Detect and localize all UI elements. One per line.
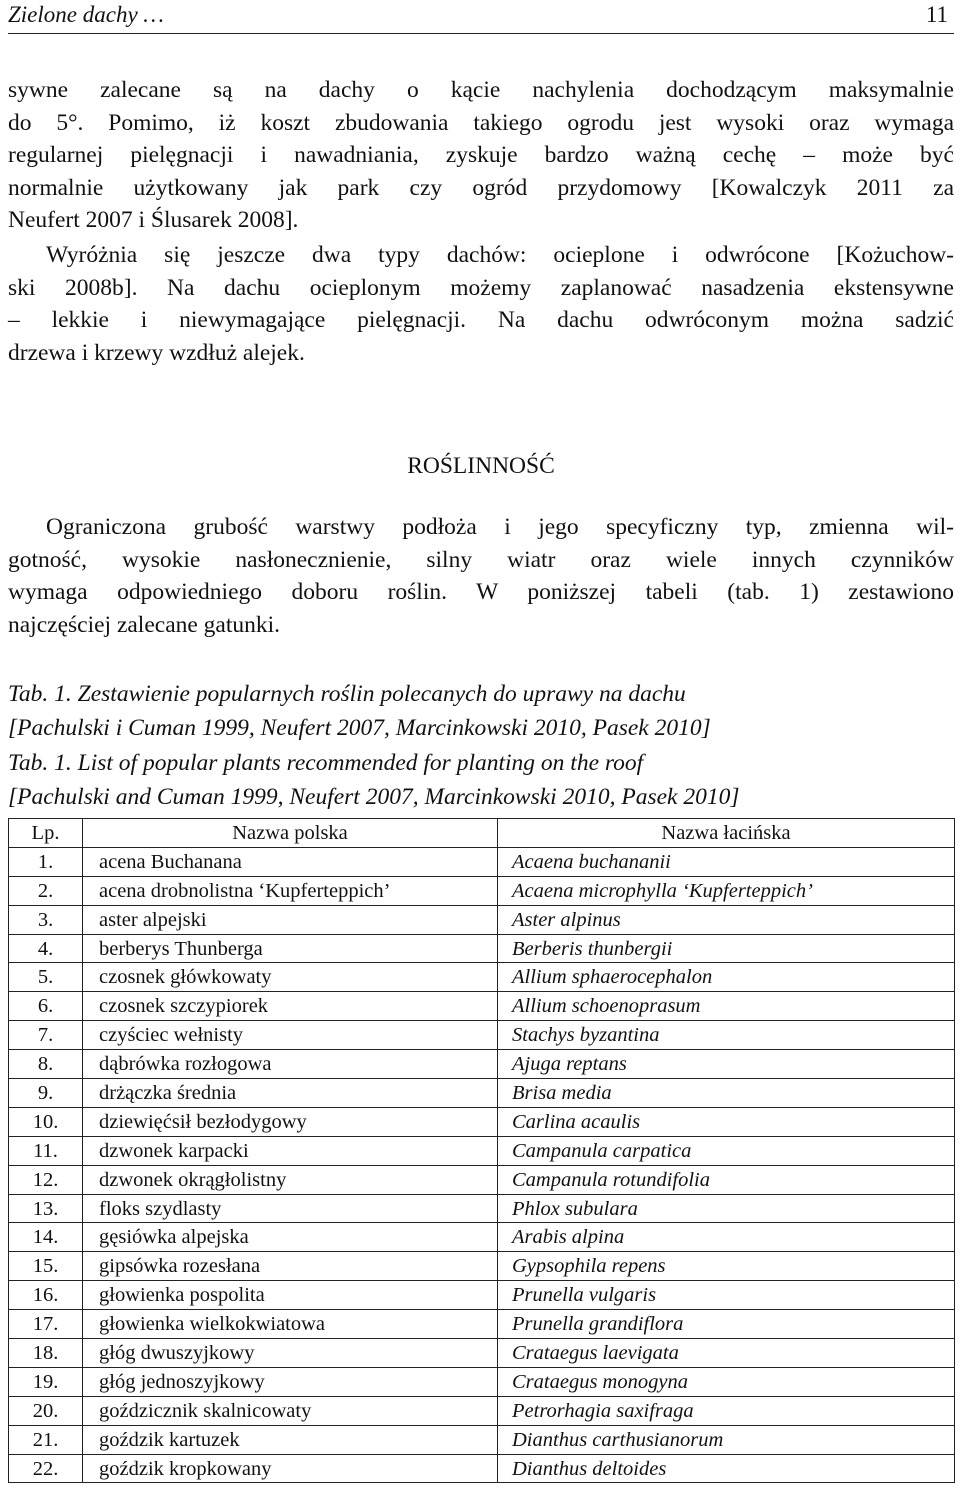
text-line: normalnie użytkowany jak park czy ogród przydomowy [Kowalczyk 2011 za [8,174,954,201]
table-row [9,1281,955,1310]
text-line: wymaga odpowiedniego doboru roślin. W poniższej tabeli (tab. 1) zestawiono [8,579,954,605]
caption-line-english-sources: [Pachulski and Cuman 1999, Neufert 2007, Marcinkowski 2010, Pasek 2010] [8,783,740,810]
table-row [9,1050,955,1079]
table-row [9,1165,955,1194]
polish-name: gipsówka rozesłana [83,1252,498,1281]
row-number: 13. [9,1194,83,1223]
paragraph-vegetation [8,511,954,641]
polish-name: goździcznik skalnicowaty [83,1396,498,1425]
text-line: gotność, wysokie nasłonecznienie, silny wiatr oraz wiele innych czynników [8,546,954,573]
latin-name: Dianthus carthusianorum [498,1425,955,1454]
latin-name: Campanula carpatica [498,1136,955,1165]
polish-name: głóg dwuszyjkowy [83,1339,498,1368]
row-number: 8. [9,1050,83,1079]
text-line: Wyróżnia się jeszcze dwa typy dachów: ocieplone i odwrócone [Kożuchow- [46,242,954,268]
row-number: 16. [9,1281,83,1310]
table-row [9,847,955,876]
text-line: – lekkie i niewymagające pielęgnacji. Na dachu odwróconym można sadzić [8,307,954,333]
column-header-polish-name: Nazwa polska [83,819,498,848]
section-heading: ROŚLINNOŚĆ [407,453,555,479]
latin-name: Prunella vulgaris [498,1281,955,1310]
table-row [9,1367,955,1396]
row-number: 2. [9,876,83,905]
table-row [9,1021,955,1050]
polish-name: dzwonek okrągłolistny [83,1165,498,1194]
polish-name: aster alpejski [83,905,498,934]
row-number: 5. [9,963,83,992]
row-number: 15. [9,1252,83,1281]
row-number: 1. [9,847,83,876]
table-row [9,1136,955,1165]
row-number: 11. [9,1136,83,1165]
row-number: 3. [9,905,83,934]
latin-name: Allium schoenoprasum [498,992,955,1021]
row-number: 4. [9,934,83,963]
latin-name: Aster alpinus [498,905,955,934]
polish-name: czyściec wełnisty [83,1021,498,1050]
polish-name: goździk kartuzek [83,1425,498,1454]
latin-name: Crataegus monogyna [498,1367,955,1396]
running-header [8,0,954,34]
polish-name: głowienka pospolita [83,1281,498,1310]
latin-name: Stachys byzantina [498,1021,955,1050]
latin-name: Acaena microphylla ‘Kupferteppich’ [498,876,955,905]
polish-name: głóg jednoszyjkowy [83,1367,498,1396]
table-row [9,963,955,992]
polish-name: dzwonek karpacki [83,1136,498,1165]
row-number: 21. [9,1425,83,1454]
text-line: sywne zalecane są na dachy o kącie nachylenia dochodzącym maksymalnie [8,77,954,103]
table-row [9,1454,955,1483]
row-number: 22. [9,1454,83,1483]
latin-name: Gypsophila repens [498,1252,955,1281]
table-row [9,1107,955,1136]
latin-name: Dianthus deltoides [498,1454,955,1483]
table-row [9,905,955,934]
polish-name: głowienka wielkokwiatowa [83,1310,498,1339]
row-number: 10. [9,1107,83,1136]
row-number: 14. [9,1223,83,1252]
table-caption [8,677,954,814]
latin-name: Berberis thunbergii [498,934,955,963]
table-row [9,1194,955,1223]
polish-name: gęsiówka alpejska [83,1223,498,1252]
table-row [9,1339,955,1368]
table-row [9,1079,955,1108]
polish-name: floks szydlasty [83,1194,498,1223]
polish-name: berberys Thunberga [83,934,498,963]
caption-line-english: Tab. 1. List of popular plants recommended for planting on the roof [8,749,644,776]
caption-line-polish-sources: [Pachulski i Cuman 1999, Neufert 2007, Marcinkowski 2010, Pasek 2010] [8,715,711,742]
row-number: 19. [9,1367,83,1396]
polish-name: goździk kropkowany [83,1454,498,1483]
latin-name: Phlox subulara [498,1194,955,1223]
paragraph-roof-types [8,239,954,369]
row-number: 9. [9,1079,83,1108]
latin-name: Acaena buchananii [498,847,955,876]
latin-name: Carlina acaulis [498,1107,955,1136]
text-line: Ograniczona grubość warstwy podłoża i jego specyficzny typ, zmienna wil- [46,514,954,540]
polish-name: czosnek szczypiorek [83,992,498,1021]
latin-name: Ajuga reptans [498,1050,955,1079]
row-number: 18. [9,1339,83,1368]
latin-name: Brisa media [498,1079,955,1108]
polish-name: drżączka średnia [83,1079,498,1108]
text-line: Neufert 2007 i Ślusarek 2008]. [8,207,299,233]
column-header-lp: Lp. [9,819,83,848]
latin-name: Petrorhagia saxifraga [498,1396,955,1425]
latin-name: Allium sphaerocephalon [498,963,955,992]
table-row [9,1310,955,1339]
polish-name: czosnek główkowaty [83,963,498,992]
table-row [9,1223,955,1252]
text-line: ski 2008b]. Na dachu ocieplonym możemy zaplanować nasadzenia ekstensywne [8,274,954,301]
latin-name: Arabis alpina [498,1223,955,1252]
polish-name: acena Buchanana [83,847,498,876]
text-line: najczęściej zalecane gatunki. [8,611,281,638]
table-row [9,992,955,1021]
row-number: 7. [9,1021,83,1050]
row-number: 17. [9,1310,83,1339]
table-body [9,847,955,1483]
table-row [9,1252,955,1281]
running-title: Zielone dachy … [8,2,164,27]
table-row [9,1396,955,1425]
row-number: 12. [9,1165,83,1194]
plant-table [8,818,955,1483]
latin-name: Crataegus laevigata [498,1339,955,1368]
table-row [9,1425,955,1454]
paragraph-roof-garden-cost [8,74,954,237]
text-line: regularnej pielęgnacji i nawadniania, zyskuje bardzo ważną cechę – może być [8,142,954,168]
latin-name: Campanula rotundifolia [498,1165,955,1194]
page-number: 11 [925,2,948,27]
caption-line-polish: Tab. 1. Zestawienie popularnych roślin polecanych do uprawy na dachu [8,681,686,707]
row-number: 6. [9,992,83,1021]
polish-name: acena drobnolistna ‘Kupferteppich’ [83,876,498,905]
polish-name: dziewięćsił bezłodygowy [83,1107,498,1136]
row-number: 20. [9,1396,83,1425]
table-row [9,934,955,963]
table-row [9,876,955,905]
text-line: do 5°. Pomimo, iż koszt zbudowania takiego ogrodu jest wysoki oraz wymaga [8,109,954,136]
text-line: drzewa i krzewy wzdłuż alejek. [8,339,305,366]
polish-name: dąbrówka rozłogowa [83,1050,498,1079]
table-header-row [9,819,955,848]
column-header-latin-name: Nazwa łacińska [498,819,955,848]
latin-name: Prunella grandiflora [498,1310,955,1339]
